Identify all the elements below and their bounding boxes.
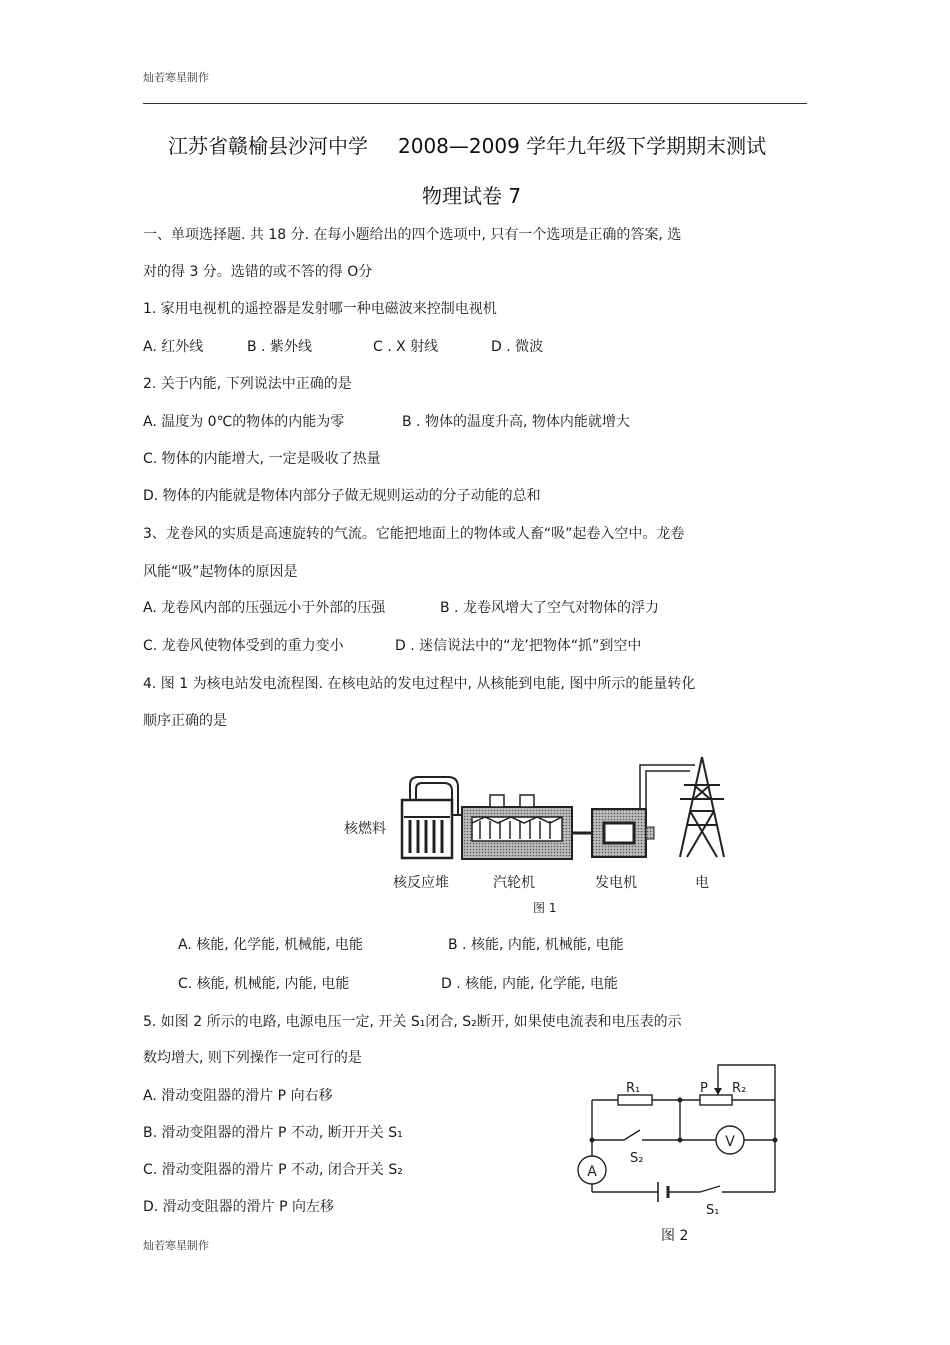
page-title: 物理试卷 7 xyxy=(422,184,522,208)
resistor-r1 xyxy=(618,1095,652,1105)
generator-icon xyxy=(592,809,654,857)
question-4-option-a: A. 核能, 化学能, 机械能, 电能 xyxy=(178,937,363,953)
question-5-option-b: B. 滑动变阻器的滑片 P 不动, 断开开关 S₁ xyxy=(143,1125,403,1141)
question-2-stem: 2. 关于内能, 下列说法中正确的是 xyxy=(143,376,352,392)
section-instructions-line2: 对的得 3 分。选错的或不答的得 O分 xyxy=(143,264,373,280)
question-2-option-c: C. 物体的内能增大, 一定是吸收了热量 xyxy=(143,451,381,467)
page-header: 灿若寒星制作 xyxy=(143,71,209,84)
question-5-option-a: A. 滑动变阻器的滑片 P 向右移 xyxy=(143,1088,333,1104)
label-r2: R₂ xyxy=(732,1081,747,1096)
ammeter-label: A xyxy=(587,1164,597,1180)
figure-1-caption: 图 1 xyxy=(533,901,557,915)
question-1-option-b: B . 紫外线 xyxy=(247,339,312,355)
switch-s1 xyxy=(700,1186,720,1192)
question-1-option-d: D . 微波 xyxy=(491,339,544,355)
power-tower-icon xyxy=(680,757,724,857)
question-4-stem-line2: 顺序正确的是 xyxy=(143,713,227,729)
question-4-option-b: B . 核能, 内能, 机械能, 电能 xyxy=(448,937,624,953)
label-p: P xyxy=(700,1081,708,1096)
label-s1: S₁ xyxy=(706,1203,720,1218)
figure-1-label-electric: 电 xyxy=(695,875,709,891)
question-1-option-a: A. 红外线 xyxy=(143,339,204,355)
label-r1: R₁ xyxy=(626,1081,641,1096)
question-3-stem-line2: 风能“吸”起物体的原因是 xyxy=(143,564,298,580)
title-school: 江苏省赣榆县沙河中学 xyxy=(168,134,368,158)
figure-2-caption: 图 2 xyxy=(661,1228,689,1244)
question-3-option-c: C. 龙卷风使物体受到的重力变小 xyxy=(143,638,344,654)
switch-s2 xyxy=(624,1130,640,1140)
figure-1-label-reactor: 核反应堆 xyxy=(393,875,449,891)
question-2-option-d: D. 物体的内能就是物体内部分子做无规则运动的分子动能的总和 xyxy=(143,488,541,504)
question-3-option-d: D . 迷信说法中的“龙’把物体“抓”到空中 xyxy=(395,638,642,654)
question-2-option-a: A. 温度为 0℃的物体的内能为零 xyxy=(143,414,345,430)
question-5-option-d: D. 滑动变阻器的滑片 P 向左移 xyxy=(143,1199,335,1215)
voltmeter-label: V xyxy=(725,1134,735,1150)
question-4-option-c: C. 核能, 机械能, 内能, 电能 xyxy=(178,976,350,992)
header-divider xyxy=(143,103,807,104)
question-3-option-a: A. 龙卷风内部的压强远小于外部的压强 xyxy=(143,600,386,616)
reactor-icon xyxy=(402,777,458,858)
rheostat-r2 xyxy=(700,1095,732,1105)
title-term: 2008—2009 学年九年级下学期期末测试 xyxy=(398,134,767,158)
figure-2-circuit xyxy=(570,1060,790,1220)
question-5-stem-line2: 数均增大, 则下列操作一定可行的是 xyxy=(143,1050,362,1066)
figure-1-label-generator: 发电机 xyxy=(595,875,637,891)
question-5-option-c: C. 滑动变阻器的滑片 P 不动, 闭合开关 S₂ xyxy=(143,1162,403,1178)
question-1-option-c: C . X 射线 xyxy=(373,339,439,355)
question-4-option-d: D . 核能, 内能, 化学能, 电能 xyxy=(441,976,618,992)
question-3-option-b: B . 龙卷风增大了空气对物体的浮力 xyxy=(440,600,659,616)
slider-arrow-icon xyxy=(714,1088,722,1095)
figure-1-label-fuel: 核燃料 xyxy=(344,821,386,837)
question-1-stem: 1. 家用电视机的遥控器是发射哪一种电磁波来控制电视机 xyxy=(143,301,497,317)
question-4-stem-line1: 4. 图 1 为核电站发电流程图. 在核电站的发电过程中, 从核能到电能, 图中所示的能量转化 xyxy=(143,676,696,692)
question-5-stem-line1: 5. 如图 2 所示的电路, 电源电压一定, 开关 S₁闭合, S₂断开, 如果使电流表和电压表的示 xyxy=(143,1014,682,1030)
page-footer: 灿若寒星制作 xyxy=(143,1239,209,1252)
turbine-icon xyxy=(462,795,572,859)
section-instructions-line1: 一、单项选择题. 共 18 分. 在每小题给出的四个选项中, 只有一个选项是正确的答案, 选 xyxy=(143,227,682,243)
question-2-option-b: B . 物体的温度升高, 物体内能就增大 xyxy=(402,414,630,430)
question-3-stem-line1: 3、龙卷风的实质是高速旋转的气流。它能把地面上的物体或人畜“吸”起卷入空中。龙卷 xyxy=(143,526,685,542)
figure-1-label-turbine: 汽轮机 xyxy=(493,875,535,891)
label-s2: S₂ xyxy=(630,1151,644,1166)
